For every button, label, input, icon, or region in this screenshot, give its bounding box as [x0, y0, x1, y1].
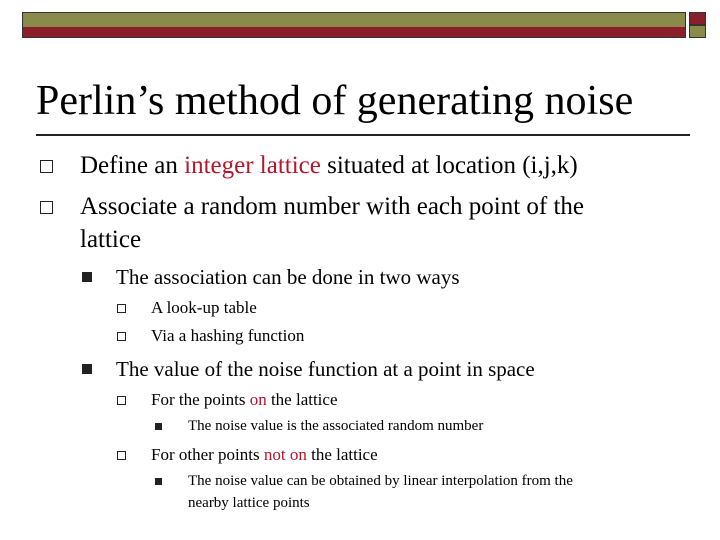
- text: the lattice: [266, 390, 338, 409]
- bullet-filled-square-icon: [155, 423, 162, 430]
- bullet-hollow-square-icon: [117, 332, 126, 341]
- bullet-associate-random-line1: Associate a random number with each point of the: [80, 193, 585, 220]
- bullet-hollow-square-icon: [40, 160, 53, 173]
- bullet-linear-interpolation-line2: nearby lattice points: [188, 495, 310, 511]
- bullet-points-not-on-lattice: [151, 444, 378, 466]
- bullet-hollow-square-icon: [117, 304, 126, 313]
- header-bar: [22, 12, 686, 38]
- bullet-filled-square-icon: [82, 272, 92, 282]
- bullet-hollow-square-icon: [40, 201, 53, 214]
- highlight-text: not on: [263, 445, 307, 464]
- highlight-text: integer lattice: [184, 152, 321, 179]
- bullet-lookup-table: A look-up table: [151, 298, 257, 317]
- corner-square-top: [689, 12, 706, 25]
- slide-title: Perlin’s method of generating noise: [36, 78, 634, 124]
- text: Define an: [80, 152, 185, 179]
- bullet-associate-random-line2: lattice: [80, 226, 142, 253]
- corner-square-bottom: [689, 25, 706, 38]
- bullet-hollow-square-icon: [117, 396, 126, 405]
- bullet-hollow-square-icon: [117, 451, 126, 460]
- text: situated at location (i,j,k): [320, 152, 578, 179]
- text: For other points: [151, 445, 264, 464]
- bullet-hashing-function: Via a hashing function: [151, 326, 305, 345]
- highlight-text: on: [249, 390, 267, 409]
- bullet-points-on-lattice: [151, 389, 338, 411]
- bullet-linear-interpolation-line1: The noise value can be obtained by linear interpolation from the: [188, 473, 573, 489]
- bullet-association-ways: The association can be done in two ways: [116, 265, 460, 289]
- bullet-associated-random: The noise value is the associated random number: [188, 418, 484, 434]
- bullet-filled-square-icon: [155, 478, 162, 485]
- text: the lattice: [306, 445, 378, 464]
- bullet-define-lattice: [80, 151, 578, 181]
- title-divider: [36, 134, 690, 136]
- text: For the points: [151, 390, 250, 409]
- header-bar-stripe: [23, 27, 685, 37]
- bullet-filled-square-icon: [82, 364, 92, 374]
- bullet-noise-value: The value of the noise function at a point in space: [116, 357, 535, 381]
